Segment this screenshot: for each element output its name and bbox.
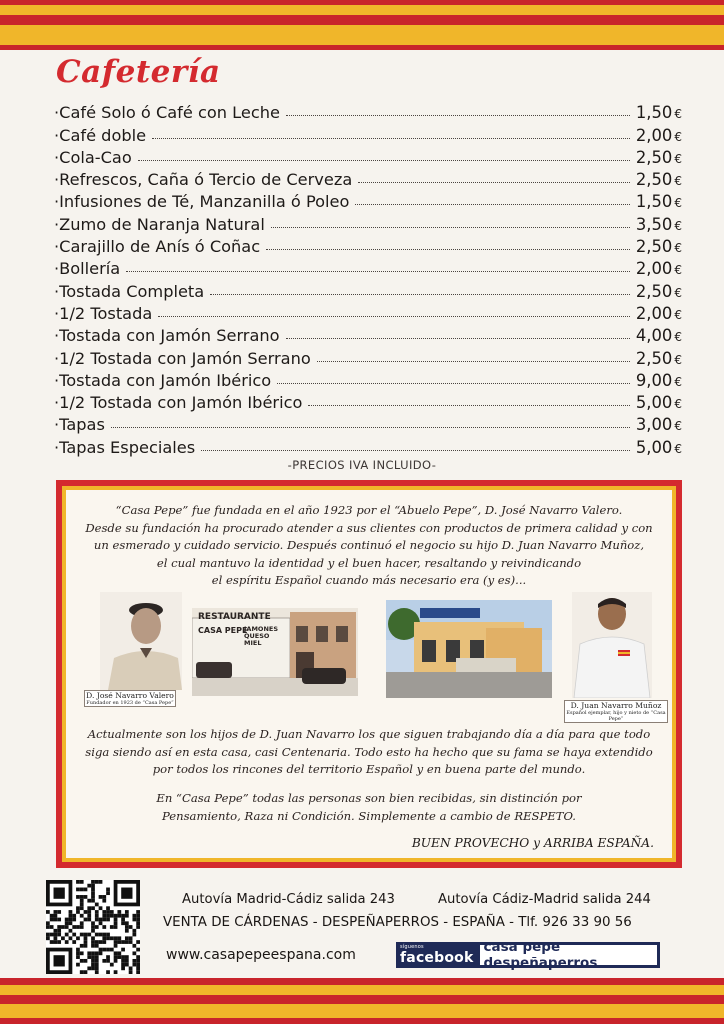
dot-leader — [126, 270, 630, 272]
price-value: 3,00 — [635, 415, 673, 435]
menu-item — [54, 145, 682, 167]
menu-item-price — [636, 304, 682, 323]
menu-item-price — [636, 237, 682, 256]
price-value: 2,00 — [635, 125, 673, 145]
caption-founder-sub: Fundador en 1923 de “Casa Pepe” — [86, 700, 174, 706]
top-band-yellow-1 — [0, 5, 724, 15]
website-link[interactable]: www.casapepeespana.com — [166, 947, 356, 963]
sign-casa-pepe: CASA PEPE — [198, 626, 248, 635]
dot-leader — [158, 315, 630, 317]
currency-symbol: € — [674, 263, 682, 278]
section-title: Cafetería — [56, 54, 221, 90]
price-value: 9,00 — [635, 370, 673, 390]
dot-leader — [210, 293, 630, 295]
menu-item-name: ·Bollería — [54, 259, 121, 279]
current-building-icon — [386, 600, 552, 698]
history-paragraph-1 — [66, 502, 672, 590]
menu-item — [54, 189, 682, 211]
top-band-red-2 — [0, 15, 724, 25]
facebook-small-text: síguenos — [400, 943, 424, 950]
son-portrait-icon — [572, 592, 652, 698]
menu-item-price — [636, 371, 682, 390]
facebook-badge[interactable] — [396, 939, 660, 971]
history-paragraph-3 — [66, 790, 672, 825]
dot-leader — [266, 248, 630, 250]
history-line: Pensamiento, Raza ni Condición. Simplemente a cambio de RESPETO. — [161, 808, 576, 823]
menu-item-price — [636, 438, 682, 457]
price-value: 2,50 — [635, 348, 673, 368]
dot-leader — [201, 449, 630, 451]
menu-item-price — [636, 326, 682, 345]
history-paragraph-2 — [66, 726, 672, 779]
address-phone: VENTA DE CÁRDENAS - DESPEÑAPERROS - ESPAÑA - Tlf. 926 33 90 56 — [163, 915, 632, 930]
dot-leader — [286, 114, 630, 116]
dot-leader — [152, 137, 630, 139]
menu-item-name: ·1/2 Tostada — [54, 303, 153, 323]
price-value: 5,00 — [635, 437, 673, 457]
dot-leader — [286, 337, 630, 339]
photo-founder — [100, 592, 182, 690]
bottom-band-yellow-2 — [0, 1004, 724, 1018]
caption-founder — [84, 690, 176, 707]
caption-son-sub: Español ejemplar, hijo y nieto de “Casa Pepe” — [566, 710, 666, 722]
menu-item — [54, 211, 682, 233]
menu-item — [54, 278, 682, 300]
price-value: 2,00 — [635, 303, 673, 323]
menu-item-price — [636, 282, 682, 301]
menu-item-price — [636, 192, 682, 211]
menu-item-name: ·Tapas Especiales — [54, 437, 196, 457]
facebook-logo-icon — [396, 945, 480, 966]
currency-symbol: € — [674, 285, 682, 300]
menu-item-price — [636, 215, 682, 234]
price-list — [54, 100, 682, 457]
history-line: En “Casa Pepe” todas las personas son bien recibidas, sin distinción por — [156, 791, 582, 805]
currency-symbol: € — [674, 374, 682, 389]
qr-code-icon — [46, 880, 140, 974]
currency-symbol: € — [674, 241, 682, 256]
caption-son — [564, 700, 668, 723]
history-line: “Casa Pepe” fue fundada en el año 1923 por el “Abuelo Pepe”, D. José Navarro Valero. — [115, 503, 623, 517]
history-line: Desde su fundación ha procurado atender a sus clientes con productos de primera calidad y con — [85, 520, 653, 535]
history-panel-inner — [66, 490, 672, 858]
sign-restaurante: RESTAURANTE — [198, 612, 271, 622]
currency-symbol: € — [674, 218, 682, 233]
menu-item-name: ·Tostada con Jamón Ibérico — [54, 370, 272, 390]
top-band-red-3 — [0, 45, 724, 50]
menu-item-name: ·1/2 Tostada con Jamón Serrano — [54, 348, 311, 368]
menu-item-name: ·Zumo de Naranja Natural — [54, 214, 265, 234]
menu-item — [54, 122, 682, 144]
menu-item — [54, 390, 682, 412]
history-line: un esmerado y cuidado servicio. Después continuó el negocio su hijo D. Juan Navarro Muñoz, — [93, 538, 645, 553]
caption-son-name: D. Juan Navarro Muñoz — [570, 701, 662, 710]
price-value: 2,50 — [635, 170, 673, 190]
currency-symbol: € — [674, 107, 682, 122]
menu-item-name: ·Tostada Completa — [54, 281, 205, 301]
history-line: Actualmente son los hijos de D. Juan Navarro los que siguen trabajando día a día para que todo — [87, 727, 651, 741]
photo-old-restaurant — [192, 608, 358, 696]
menu-item-name: ·1/2 Tostada con Jamón Ibérico — [54, 393, 303, 413]
price-value: 2,50 — [635, 281, 673, 301]
history-panel — [56, 480, 682, 868]
menu-item-name: ·Tapas — [54, 415, 105, 435]
history-line: siga siendo así en esta casa, casi Centenaria. Todo esto ha hecho que su fama se haya extendido — [85, 744, 653, 759]
price-value: 5,00 — [635, 393, 673, 413]
menu-item-price — [636, 415, 682, 434]
price-value: 2,50 — [635, 237, 673, 257]
price-value: 4,00 — [635, 326, 673, 346]
currency-symbol: € — [674, 196, 682, 211]
founder-portrait-icon — [100, 592, 182, 690]
menu-item-price — [636, 393, 682, 412]
menu-item — [54, 434, 682, 456]
menu-item — [54, 100, 682, 122]
currency-symbol: € — [674, 151, 682, 166]
dot-leader — [308, 404, 629, 406]
caption-founder-name: D. José Navarro Valero — [86, 691, 174, 700]
menu-item-name: ·Refrescos, Caña ó Tercio de Cerveza — [54, 170, 353, 190]
price-value: 2,50 — [635, 147, 673, 167]
menu-item — [54, 256, 682, 278]
currency-symbol: € — [674, 307, 682, 322]
currency-symbol: € — [674, 441, 682, 456]
menu-item-name: ·Cola-Cao — [54, 147, 132, 167]
menu-item — [54, 323, 682, 345]
dot-leader — [271, 226, 630, 228]
bottom-band-red-1 — [0, 978, 724, 985]
menu-item-name: ·Tostada con Jamón Serrano — [54, 326, 280, 346]
currency-symbol: € — [674, 419, 682, 434]
history-line: el espíritu Español cuando más necesario era (y es)... — [211, 573, 527, 588]
menu-item — [54, 234, 682, 256]
menu-item-price — [636, 259, 682, 278]
menu-item-price — [636, 349, 682, 368]
exit-cadiz-madrid: Autovía Cádiz-Madrid salida 244 — [438, 892, 651, 907]
menu-item-name: ·Café doble — [54, 125, 147, 145]
price-value: 1,50 — [635, 103, 673, 123]
facebook-page-name: casa pepe despeñaperros — [480, 945, 657, 965]
dot-leader — [138, 159, 630, 161]
currency-symbol: € — [674, 330, 682, 345]
photo-current-restaurant — [386, 600, 552, 698]
currency-symbol: € — [674, 352, 682, 367]
history-line: por todos los rincones del territorio Español y en buena parte del mundo. — [152, 762, 586, 777]
sign-products: JAMONES QUESO MIEL — [244, 625, 279, 647]
currency-symbol: € — [674, 397, 682, 412]
menu-item-name: ·Café Solo ó Café con Leche — [54, 103, 280, 123]
dot-leader — [277, 382, 630, 384]
bottom-band-red-3 — [0, 1018, 724, 1024]
price-value: 1,50 — [635, 192, 673, 212]
signature: BUEN PROVECHO y ARRIBA ESPAÑA. — [411, 836, 654, 850]
currency-symbol: € — [674, 174, 682, 189]
exit-madrid-cadiz: Autovía Madrid-Cádiz salida 243 — [182, 892, 395, 907]
menu-item-price — [636, 126, 682, 145]
menu-item-price — [636, 148, 682, 167]
menu-item-name: ·Carajillo de Anís ó Coñac — [54, 237, 261, 257]
top-band-yellow-2 — [0, 25, 724, 45]
menu-item-name: ·Infusiones de Té, Manzanilla ó Poleo — [54, 192, 350, 212]
menu-item — [54, 301, 682, 323]
dot-leader — [317, 360, 630, 362]
bottom-band-red-2 — [0, 995, 724, 1004]
menu-item-price — [636, 170, 682, 189]
dot-leader — [358, 181, 630, 183]
menu-item — [54, 167, 682, 189]
menu-item — [54, 368, 682, 390]
menu-item-price — [636, 103, 682, 122]
photo-son — [572, 592, 652, 698]
price-value: 2,00 — [635, 259, 673, 279]
iva-note: -PRECIOS IVA INCLUIDO- — [287, 458, 437, 472]
currency-symbol: € — [674, 129, 682, 144]
price-value: 3,50 — [635, 214, 673, 234]
menu-item — [54, 412, 682, 434]
qr-code-graphic — [46, 880, 140, 974]
dot-leader — [111, 426, 630, 428]
history-line: el cual mantuvo la identidad y el buen hacer, resaltando y reivindicando — [156, 555, 582, 570]
bottom-band-yellow-1 — [0, 985, 724, 995]
dot-leader — [355, 203, 629, 205]
facebook-label: facebook — [400, 949, 474, 966]
menu-item — [54, 345, 682, 367]
